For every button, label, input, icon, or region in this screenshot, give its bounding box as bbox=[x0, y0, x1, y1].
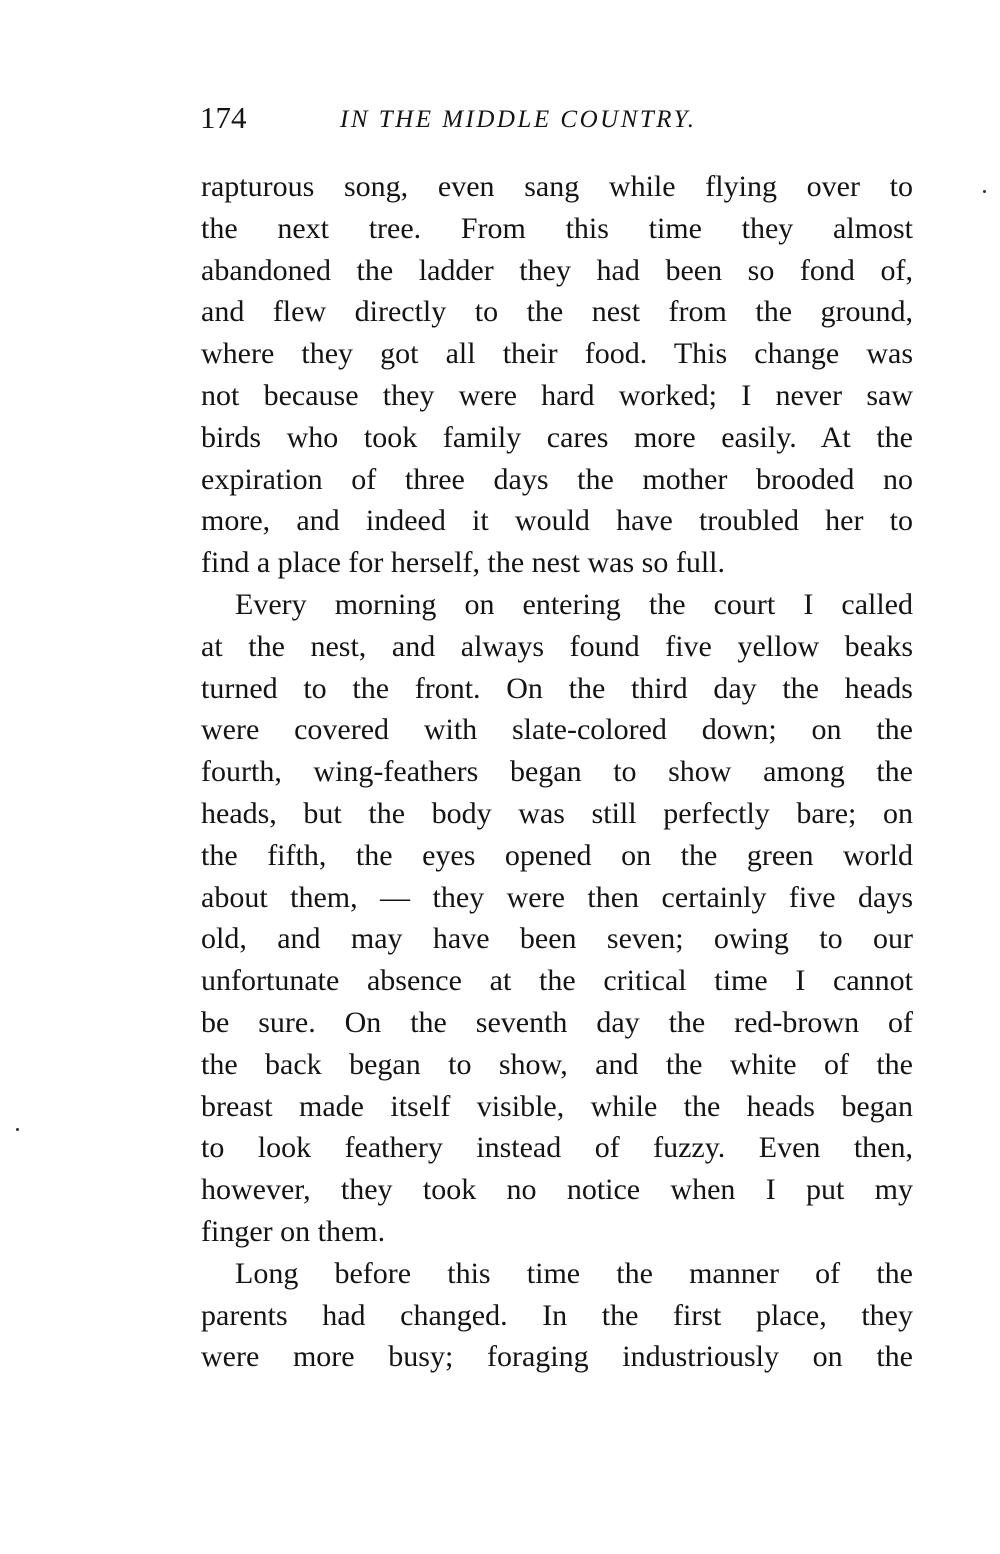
text-line: old, and may have been seven; owing to our bbox=[201, 922, 913, 956]
body-text bbox=[201, 166, 913, 1378]
text-line: birds who took family cares more easily. At the bbox=[201, 420, 913, 454]
paragraph-3 bbox=[201, 1253, 913, 1378]
running-title: IN THE MIDDLE COUNTRY. bbox=[340, 106, 697, 133]
text-line: and flew directly to the nest from the ground, bbox=[201, 295, 913, 329]
text-line: finger on them. bbox=[201, 1214, 386, 1248]
text-line: expiration of three days the mother brooded no bbox=[201, 462, 913, 496]
text-line: the back began to show, and the white of the bbox=[201, 1047, 913, 1081]
text-line: heads, but the body was still perfectly bare; on bbox=[201, 796, 913, 830]
text-line: turned to the front. On the third day the heads bbox=[201, 671, 913, 705]
text-line: where they got all their food. This change was bbox=[201, 337, 913, 371]
paragraph-1 bbox=[201, 166, 913, 584]
text-line: abandoned the ladder they had been so fond of, bbox=[201, 253, 913, 287]
text-line: find a place for herself, the nest was so full. bbox=[201, 546, 725, 580]
text-line: to look feathery instead of fuzzy. Even then, bbox=[201, 1131, 913, 1165]
paragraph-2 bbox=[201, 584, 913, 1253]
print-speck bbox=[983, 190, 986, 193]
text-line: more, and indeed it would have troubled her to bbox=[201, 504, 913, 538]
text-line: were covered with slate-colored down; on the bbox=[201, 713, 913, 747]
text-line: Long before this time the manner of the bbox=[235, 1256, 913, 1290]
text-line: Every morning on entering the court I called bbox=[235, 587, 913, 621]
text-line: rapturous song, even sang while flying over to bbox=[201, 170, 913, 203]
text-line: however, they took no notice when I put my bbox=[201, 1173, 913, 1207]
text-line: not because they were hard worked; I never saw bbox=[201, 378, 913, 412]
text-line: the fifth, the eyes opened on the green world bbox=[201, 838, 913, 872]
running-head bbox=[200, 98, 920, 138]
text-line: the next tree. From this time they almost bbox=[201, 211, 913, 245]
page-number: 174 bbox=[200, 100, 247, 135]
text-line: parents had changed. In the first place, they bbox=[201, 1298, 913, 1332]
text-line: fourth, wing-feathers began to show among the bbox=[201, 755, 913, 789]
text-line: breast made itself visible, while the heads began bbox=[201, 1089, 913, 1123]
text-line: unfortunate absence at the critical time I cannot bbox=[201, 964, 913, 998]
text-line: were more busy; foraging industriously on the bbox=[201, 1340, 913, 1374]
print-speck bbox=[16, 1128, 19, 1131]
text-line: be sure. On the seventh day the red-brown of bbox=[201, 1005, 913, 1039]
text-line: about them, — they were then certainly five days bbox=[201, 880, 913, 914]
text-line: at the nest, and always found five yellow beaks bbox=[201, 629, 913, 663]
